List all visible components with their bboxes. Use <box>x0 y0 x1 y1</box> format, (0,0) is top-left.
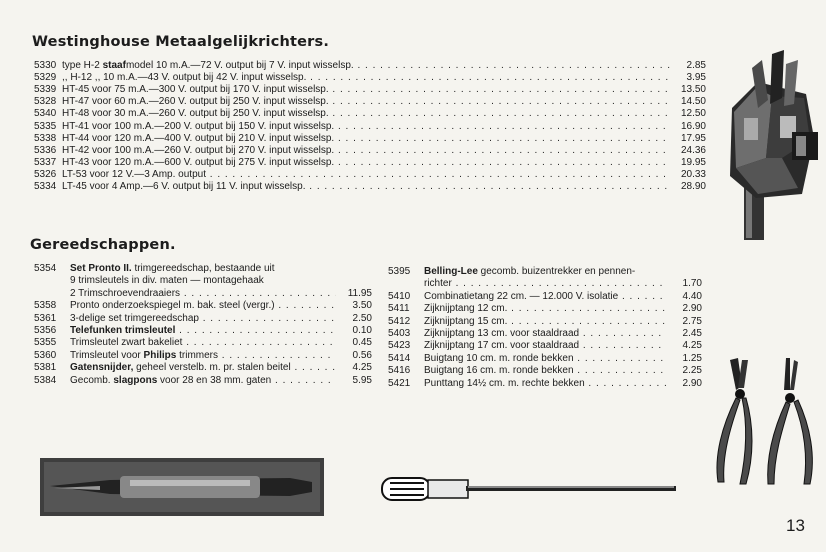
item-price: 11.95 <box>347 287 372 299</box>
item-price: 2.90 <box>682 377 702 389</box>
item-code: 5328 <box>34 96 57 108</box>
item-description: Gatensnijder, geheel verstelb. m. pr. stalen beitel . . . <box>70 362 336 373</box>
item-code: 5410 <box>388 290 411 302</box>
price-row <box>34 275 372 286</box>
item-price: 2.45 <box>682 328 702 339</box>
item-description: HT-43 voor 120 m.A.—600 V. output bij 275 V. input wisselsp. . . . <box>62 157 670 168</box>
price-row <box>34 96 706 107</box>
item-code: 5414 <box>388 352 411 364</box>
item-description: ,, H-12 ,, 10 m.A.—43 V. output bij 42 V. input wisselsp. . . . <box>62 72 670 83</box>
item-code: 5340 <box>34 108 57 120</box>
item-price: 2.50 <box>352 312 372 324</box>
item-code: 5326 <box>34 168 57 180</box>
item-code: 5412 <box>388 315 411 327</box>
item-description: HT-42 voor 100 m.A.—260 V. output bij 270 V. input wisselsp. . . . <box>62 145 670 156</box>
item-description: HT-48 voor 30 m.A.—260 V. output bij 250 V. input wisselsp. . . . <box>62 108 670 119</box>
item-description: HT-41 voor 100 m.A.—200 V. output bij 150 V. input wisselsp. . . . <box>62 121 670 132</box>
item-description: LT-45 voor 4 Amp.—6 V. output bij 11 V. input wisselsp. . . . <box>62 181 670 192</box>
price-row <box>34 362 372 373</box>
item-code: 5355 <box>34 337 57 349</box>
item-price: 0.10 <box>352 325 372 336</box>
price-row <box>388 278 702 289</box>
price-row <box>34 169 706 180</box>
item-code: 5403 <box>388 328 411 339</box>
item-code: 5384 <box>34 374 57 386</box>
price-row <box>34 313 372 324</box>
item-code: 5416 <box>388 365 411 377</box>
item-code: 5330 <box>34 60 57 71</box>
item-code: 5411 <box>388 303 410 315</box>
item-description: Trimsleutel voor Philips trimmers . . . <box>70 350 336 361</box>
item-description: Zijknijptang 12 cm. . . . <box>424 303 666 314</box>
trim-tool-illustration <box>40 458 324 516</box>
price-row <box>34 288 372 299</box>
item-description: Set Pronto II. trimgereedschap, bestaande uit <box>70 263 275 274</box>
item-code: 5358 <box>34 300 57 312</box>
item-description: Zijknijptang 13 cm. voor staaldraad . . . <box>424 328 666 339</box>
item-description: HT-44 voor 120 m.A.—400 V. output bij 210 V. input wisselsp. . . . <box>62 133 670 144</box>
item-price: 3.95 <box>686 72 706 84</box>
item-description: Punttang 14½ cm. m. rechte bekken . . . <box>424 378 666 389</box>
item-description: Belling-Lee gecomb. buizentrekker en pennen- <box>424 266 636 277</box>
price-row <box>34 263 372 274</box>
item-price: 4.25 <box>352 362 372 374</box>
price-row <box>388 365 702 376</box>
price-row <box>34 300 372 311</box>
item-description: richter . . . <box>424 278 666 289</box>
price-row <box>34 133 706 144</box>
price-row <box>34 84 706 95</box>
item-code: 5423 <box>388 340 411 352</box>
item-description: Pronto onderzoekspiegel m. bak. steel (vergr.) . . . <box>70 300 336 311</box>
metal-rectifier-illustration <box>722 48 822 244</box>
pliers-illustration <box>708 356 820 490</box>
item-description: Zijknijptang 15 cm. . . . <box>424 316 666 327</box>
item-code: 5334 <box>34 181 57 192</box>
price-row <box>34 72 706 83</box>
item-description: Trimsleutel zwart bakeliet . . . <box>70 337 336 348</box>
item-description: HT-45 voor 75 m.A.—300 V. output bij 170 V. input wisselsp. . . . <box>62 84 670 95</box>
item-price: 2.85 <box>686 60 706 71</box>
price-row <box>34 375 372 386</box>
price-row <box>388 340 702 351</box>
item-price: 1.70 <box>682 278 702 290</box>
item-price: 0.45 <box>352 337 372 349</box>
item-code: 5337 <box>34 156 57 168</box>
price-row <box>388 266 702 277</box>
item-price: 4.25 <box>682 340 702 352</box>
price-row <box>34 337 372 348</box>
item-price: 1.25 <box>682 352 702 364</box>
item-price: 16.90 <box>680 120 706 132</box>
item-price: 19.95 <box>680 156 706 168</box>
price-row <box>388 328 702 339</box>
item-price: 28.90 <box>680 181 706 192</box>
item-price: 2.75 <box>682 315 702 327</box>
item-price: 13.50 <box>680 84 706 96</box>
price-row <box>34 325 372 336</box>
item-code: 5381 <box>34 362 57 374</box>
item-description: Telefunken trimsleutel . . . <box>70 325 336 336</box>
item-code: 5338 <box>34 132 57 144</box>
item-price: 20.33 <box>680 168 706 180</box>
item-price: 14.50 <box>680 96 706 108</box>
item-description: HT-47 voor 60 m.A.—260 V. output bij 250 V. input wisselsp. . . . <box>62 96 670 107</box>
price-row <box>388 291 702 302</box>
item-code: 5356 <box>34 325 57 336</box>
item-price: 3.50 <box>352 300 372 312</box>
price-row <box>388 303 702 314</box>
price-row <box>34 121 706 132</box>
item-code: 5354 <box>34 263 57 274</box>
item-price: 5.95 <box>352 374 372 386</box>
item-price: 2.25 <box>682 365 702 377</box>
page-number: 13 <box>786 516 805 535</box>
item-code: 5395 <box>388 266 411 277</box>
price-row <box>34 145 706 156</box>
item-description: 9 trimsleutels in div. maten — montagehaak <box>70 275 264 287</box>
item-price: 24.36 <box>680 144 706 156</box>
item-price: 2.90 <box>682 303 702 315</box>
item-description: LT-53 voor 12 V.—3 Amp. output . . . <box>62 169 670 180</box>
item-code: 5421 <box>388 377 411 389</box>
item-description: 2 Trimschroevendraaiers . . . <box>70 288 336 299</box>
item-code: 5336 <box>34 144 57 156</box>
item-description: Buigtang 10 cm. m. ronde bekken . . . <box>424 353 666 364</box>
item-code: 5329 <box>34 72 57 84</box>
item-price: 0.56 <box>352 349 372 361</box>
screwdriver-illustration <box>382 474 678 504</box>
price-row <box>388 353 702 364</box>
item-description: Zijknijptang 17 cm. voor staaldraad . . . <box>424 340 666 351</box>
item-description: type H-2 staafmodel 10 m.A.—72 V. output bij 7 V. input wisselsp. . . . <box>62 60 670 71</box>
price-row <box>34 60 706 71</box>
section-title-rectifiers: Westinghouse Metaalgelijkrichters. <box>32 34 330 50</box>
price-row <box>34 108 706 119</box>
item-description: Combinatietang 22 cm. — 12.000 V. isolatie . . . <box>424 291 666 302</box>
price-row <box>34 157 706 168</box>
item-code: 5339 <box>34 84 57 96</box>
item-description: Gecomb. slagpons voor 28 en 38 mm. gaten . . . <box>70 375 336 386</box>
section-title-tools: Gereedschappen. <box>30 237 176 253</box>
item-code: 5360 <box>34 349 57 361</box>
item-price: 4.40 <box>682 290 702 302</box>
price-row <box>34 350 372 361</box>
item-description: 3-delige set trimgereedschap . . . <box>70 313 336 324</box>
item-price: 12.50 <box>680 108 706 120</box>
price-row <box>388 378 702 389</box>
price-row <box>34 181 706 192</box>
price-row <box>388 316 702 327</box>
item-code: 5335 <box>34 120 57 132</box>
item-price: 17.95 <box>680 132 706 144</box>
item-code: 5361 <box>34 312 57 324</box>
item-description: Buigtang 16 cm. m. ronde bekken . . . <box>424 365 666 376</box>
